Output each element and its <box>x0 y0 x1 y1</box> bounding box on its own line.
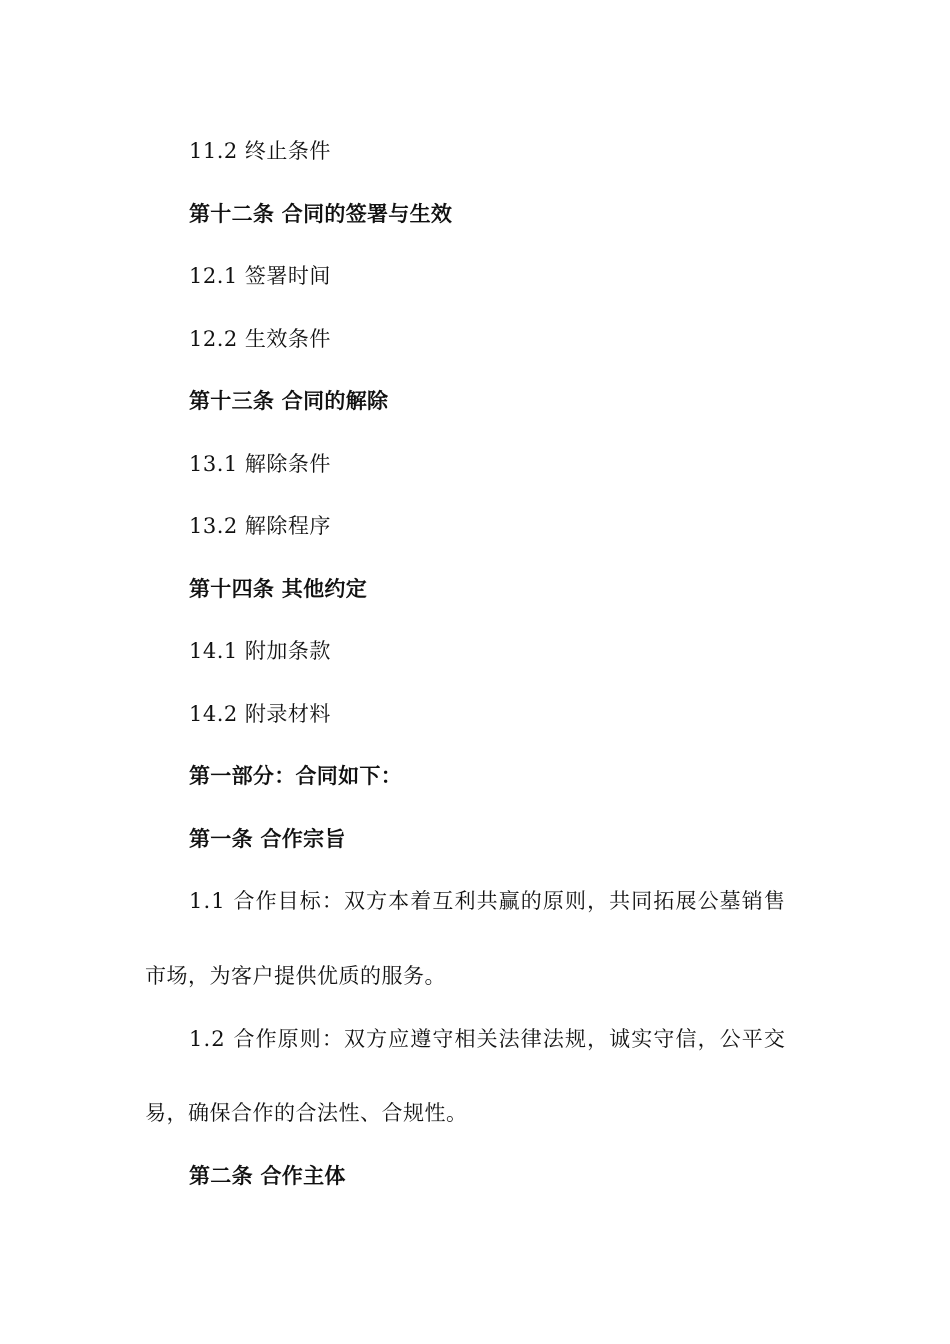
clause-14-2: 14.2 附录材料 <box>189 702 331 726</box>
clause-14-1: 14.1 附加条款 <box>189 639 331 663</box>
part-one-heading: 第一部分：合同如下： <box>189 764 402 788</box>
clause-13-2: 13.2 解除程序 <box>189 514 331 538</box>
clause-12-1: 12.1 签署时间 <box>189 264 331 288</box>
clause-1-2-continuation: 易，确保合作的合法性、合规性。 <box>145 1101 468 1125</box>
article-13-heading: 第十三条 合同的解除 <box>189 389 389 413</box>
clause-1-1-first-line: 1.1 合作目标：双方本着互利共赢的原则，共同拓展公墓销售 <box>189 889 786 913</box>
clause-12-2: 12.2 生效条件 <box>189 327 331 351</box>
article-14-heading: 第十四条 其他约定 <box>189 577 368 601</box>
clause-11-2: 11.2 终止条件 <box>189 139 331 163</box>
article-1-heading: 第一条 合作宗旨 <box>189 827 346 851</box>
article-12-heading: 第十二条 合同的签署与生效 <box>189 202 453 226</box>
article-2-heading: 第二条 合作主体 <box>189 1164 346 1188</box>
clause-1-1-continuation: 市场，为客户提供优质的服务。 <box>145 964 446 988</box>
clause-13-1: 13.1 解除条件 <box>189 452 331 476</box>
clause-1-2-first-line: 1.2 合作原则：双方应遵守相关法律法规，诚实守信，公平交 <box>189 1027 786 1051</box>
